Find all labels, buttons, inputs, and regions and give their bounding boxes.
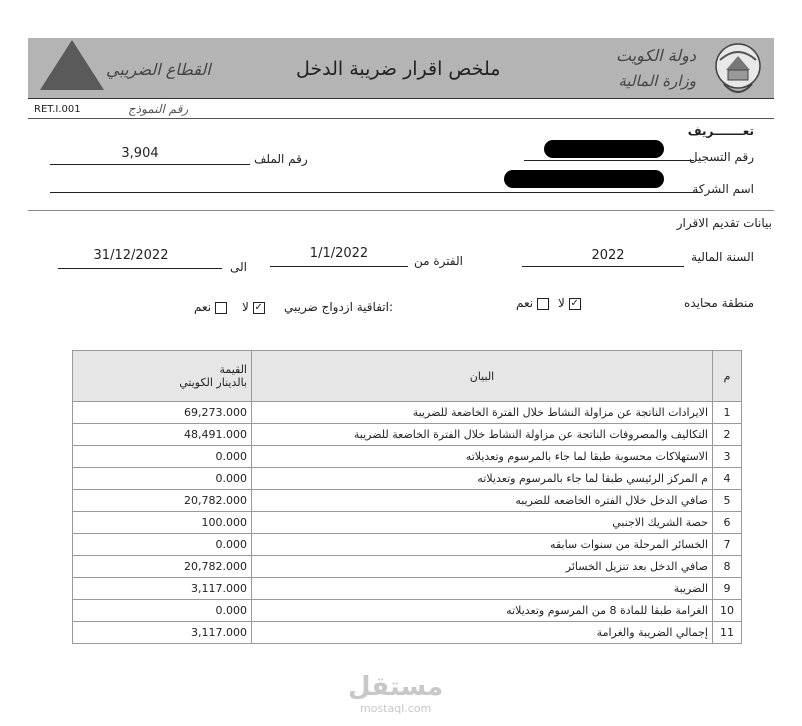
watermark-logo: مستقل [348, 672, 444, 702]
value-column-header [73, 351, 252, 402]
row-description: م المركز الرئيسي طبقا لما جاء بالمرسوم وتعديلاته [252, 468, 713, 490]
company-name-label: اسم الشركة [692, 182, 754, 196]
yes-label: نعم [516, 296, 534, 310]
row-number: 11 [713, 622, 742, 644]
period-to-label: الى [230, 260, 247, 274]
row-value: 0.000 [73, 468, 252, 490]
no-label: لا [558, 296, 565, 310]
form-code: RET.I.001 [34, 104, 81, 115]
no-label: لا [242, 300, 249, 314]
row-description: الخسائر المرحلة من سنوات سابقه [252, 534, 713, 556]
neutral-zone-yes-checkbox[interactable] [537, 298, 549, 310]
form-title: ملخص اقرار ضريبة الدخل [296, 58, 501, 80]
redacted-company-name [504, 170, 664, 188]
row-value: 0.000 [73, 600, 252, 622]
row-value: 69,273.000 [73, 402, 252, 424]
treaty-label: اتفاقية ازدواج ضريبي: [284, 300, 393, 314]
table-row [73, 446, 742, 468]
row-description: الاستهلاكات محسوبة طبقا لما جاء بالمرسوم وتعديلاته [252, 446, 713, 468]
treaty-no[interactable] [242, 300, 265, 314]
row-value: 20,782.000 [73, 490, 252, 512]
company-name-line [50, 192, 698, 193]
table-header-row [73, 351, 742, 402]
row-value: 48,491.000 [73, 424, 252, 446]
form-code-label: رقم النموذج [128, 102, 189, 116]
value-header-line-2: بالدينار الكويتي [179, 376, 247, 389]
treaty-no-checkbox[interactable]: ✓ [254, 301, 263, 313]
row-description: الايرادات الناتجة عن مزاولة النشاط خلال الفترة الخاضعة للضريبة [252, 402, 713, 424]
ministry-name: وزارة المالية [618, 72, 696, 90]
row-number: 7 [713, 534, 742, 556]
table-row [73, 578, 742, 600]
row-number: 4 [713, 468, 742, 490]
kuwait-emblem-icon [710, 40, 766, 104]
section-divider [28, 210, 774, 211]
registration-line [524, 160, 694, 161]
file-number-value: 3,904 [121, 146, 159, 161]
triangle-logo-icon [40, 40, 104, 90]
fiscal-year-value: 2022 [591, 248, 625, 263]
period-to-value: 31/12/2022 [93, 248, 169, 263]
row-description: الغرامة طبقا للمادة 8 من المرسوم وتعديلاته [252, 600, 713, 622]
period-from-value: 1/1/2022 [309, 246, 369, 261]
table-row [73, 534, 742, 556]
row-value: 0.000 [73, 534, 252, 556]
row-value: 3,117.000 [73, 578, 252, 600]
income-summary-table [72, 350, 742, 644]
divider [28, 118, 774, 119]
row-value: 20,782.000 [73, 556, 252, 578]
row-description: الضريبة [252, 578, 713, 600]
row-value: 3,117.000 [73, 622, 252, 644]
fiscal-year-line [522, 266, 684, 267]
tax-form-page [28, 38, 774, 726]
row-description: التكاليف والمصروفات الناتجة عن مزاولة النشاط خلال الفترة الخاضعة للضريبة [252, 424, 713, 446]
row-number: 1 [713, 402, 742, 424]
file-number-label: رقم الملف [254, 152, 308, 166]
filing-heading: بيانات تقديم الاقرار [676, 216, 772, 230]
row-number: 2 [713, 424, 742, 446]
row-value: 100.000 [73, 512, 252, 534]
row-number: 5 [713, 490, 742, 512]
neutral-zone-no-checkbox[interactable]: ✓ [570, 297, 579, 309]
header-underline [28, 98, 774, 99]
row-description: حصة الشريك الاجنبي [252, 512, 713, 534]
number-column-header: م [713, 351, 742, 402]
neutral-zone-yes[interactable] [516, 296, 549, 310]
yes-label: نعم [194, 300, 212, 314]
table-row [73, 490, 742, 512]
fiscal-year-label: السنة المالية [691, 250, 754, 264]
row-number: 8 [713, 556, 742, 578]
row-description: إجمالي الضريبة والغرامة [252, 622, 713, 644]
identification-heading: تعـــــــريف [687, 124, 754, 138]
table-row [73, 622, 742, 644]
period-from-label: الفترة من [414, 254, 463, 268]
period-from-line [270, 266, 408, 267]
treaty-yes[interactable] [194, 300, 227, 314]
registration-label: رقم التسجيل [688, 150, 754, 164]
row-number: 6 [713, 512, 742, 534]
period-to-line [58, 268, 222, 269]
neutral-zone-no[interactable] [558, 296, 581, 310]
table-row [73, 600, 742, 622]
file-number-line [50, 164, 250, 165]
watermark-domain: mostaql.com [360, 702, 432, 715]
form-header [28, 38, 774, 98]
row-description: صافي الدخل خلال الفتره الخاضعه للضريبه [252, 490, 713, 512]
row-number: 10 [713, 600, 742, 622]
row-value: 0.000 [73, 446, 252, 468]
table-row [73, 512, 742, 534]
row-number: 9 [713, 578, 742, 600]
table-row [73, 556, 742, 578]
neutral-zone-label: منطقة محايده [684, 296, 754, 310]
redacted-registration [544, 140, 664, 158]
sector-label: القطاع الضريبي [106, 60, 211, 79]
table-row [73, 468, 742, 490]
treaty-yes-checkbox[interactable] [215, 302, 227, 314]
state-name: دولة الكويت [616, 46, 696, 65]
value-header-line-1: القيمة [219, 363, 247, 376]
description-column-header: البيان [252, 351, 713, 402]
table-row [73, 402, 742, 424]
table-row [73, 424, 742, 446]
row-description: صافي الدخل بعد تنزيل الخسائر [252, 556, 713, 578]
row-number: 3 [713, 446, 742, 468]
